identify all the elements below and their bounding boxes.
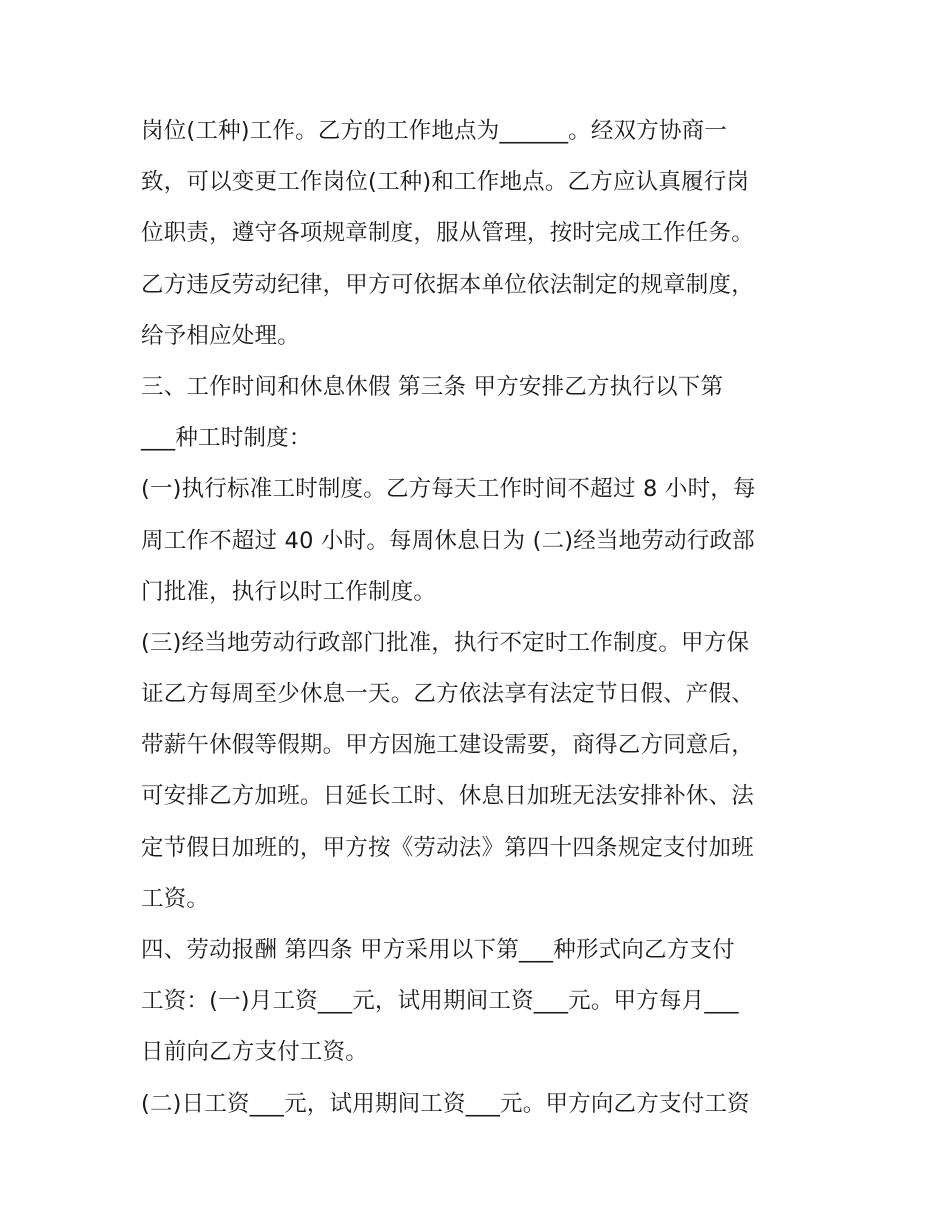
text-line: 三、工作时间和休息休假 第三条 甲方安排乙方执行以下第 xyxy=(141,373,724,400)
text-line: 工资。 xyxy=(141,885,210,912)
text-line: 周工作不超过 40 小时。每周休息日为 (二)经当地劳动行政部 xyxy=(141,527,755,554)
text-line: (二)日工资___元，试用期间工资___元。甲方向乙方支付工资 xyxy=(141,1090,750,1117)
text-line: 位职责，遵守各项规章制度，服从管理，按时完成工作任务。 xyxy=(141,220,754,247)
text-line: 带薪午休假等假期。甲方因施工建设需要，商得乙方同意后， xyxy=(141,732,754,759)
text-line: 可安排乙方加班。日延长工时、休息日加班无法安排补休、法 xyxy=(141,783,754,810)
section-heading-remuneration xyxy=(141,925,821,1079)
text-line: 门批准，执行以时工作制度。 xyxy=(141,578,437,605)
text-line: 岗位(工种)工作。乙方的工作地点为______。经双方协商一 xyxy=(141,118,728,144)
text-line: ___种工时制度： xyxy=(141,425,312,452)
text-line: 定节假日加班的，甲方按《劳动法》第四十四条规定支付加班 xyxy=(141,834,754,861)
paragraph-daily-wage xyxy=(141,1079,821,1130)
text-line: (三)经当地劳动行政部门批准，执行不定时工作制度。甲方保 xyxy=(141,629,750,656)
text-line: 四、劳动报酬 第四条 甲方采用以下第___种形式向乙方支付 xyxy=(141,937,735,963)
paragraph-work-location xyxy=(141,106,821,362)
text-line: 给予相应处理。 xyxy=(141,322,300,349)
section-heading-working-hours xyxy=(141,362,821,464)
paragraph-flexible-hours xyxy=(141,618,821,925)
text-line: 工资：(一)月工资___元，试用期间工资___元。甲方每月___ xyxy=(141,988,739,1015)
text-line: 日前向乙方支付工资。 xyxy=(141,1039,369,1066)
text-line: 乙方违反劳动纪律，甲方可依据本单位依法制定的规章制度， xyxy=(141,271,754,298)
text-line: 致，可以变更工作岗位(工种)和工作地点。乙方应认真履行岗 xyxy=(141,169,750,196)
text-line: 证乙方每周至少休息一天。乙方依法享有法定节日假、产假、 xyxy=(141,681,754,708)
text-line: (一)执行标准工时制度。乙方每天工作时间不超过 8 小时，每 xyxy=(141,476,756,503)
document-body xyxy=(141,106,821,1130)
paragraph-standard-hours xyxy=(141,464,821,618)
